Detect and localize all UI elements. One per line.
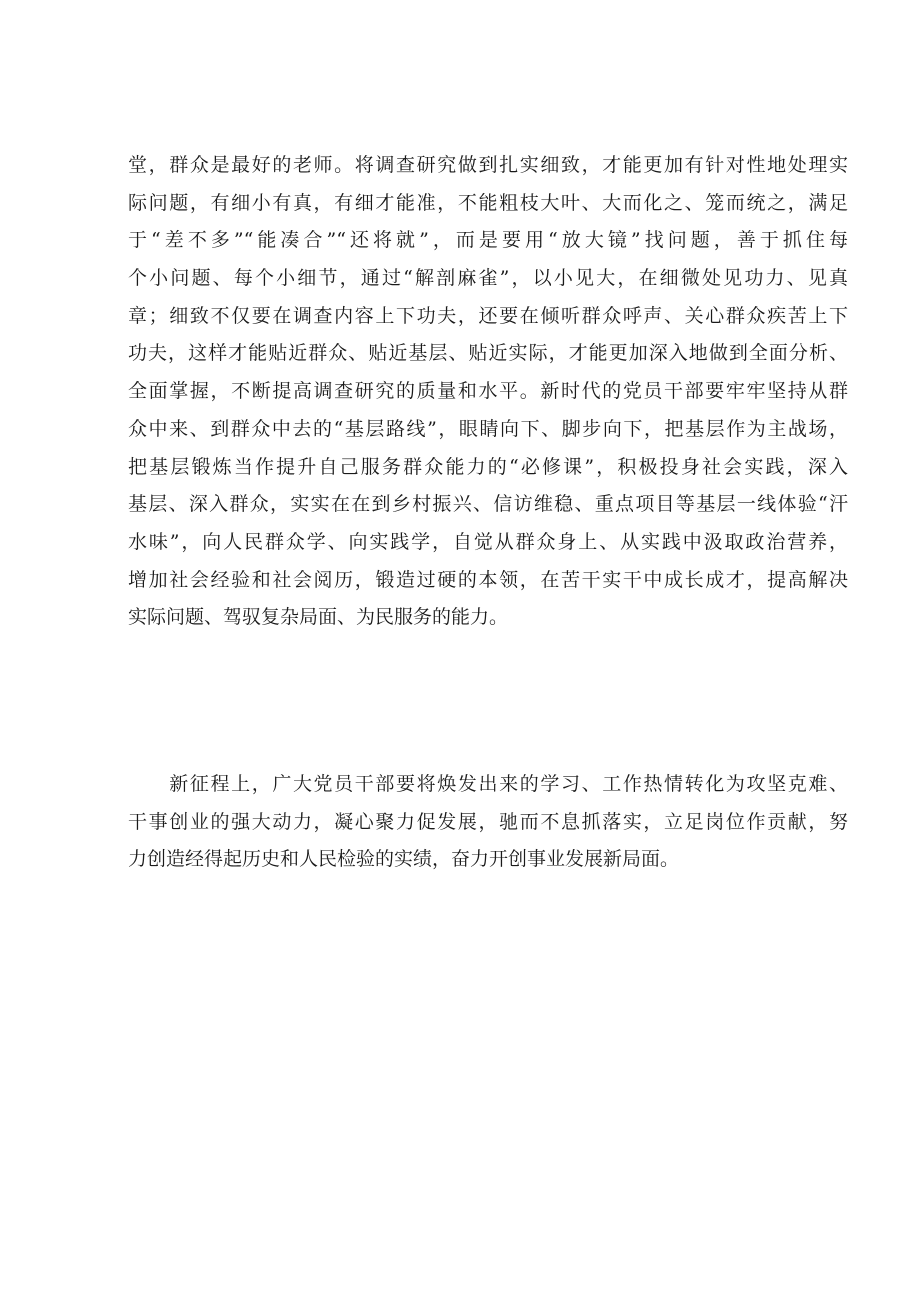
text-line-last: 实际问题、驾驭复杂局面、为民服务的能力。 [128, 606, 509, 629]
text-line: 堂，群众是最好的老师。将调查研究做到扎实细致，才能更加有针对性地处理实 [128, 154, 848, 176]
text-line: 干事创业的强大动力，凝心聚力促发展，驰而不息抓落实，立足岗位作贡献，努 [128, 810, 848, 833]
paragraph-1 [128, 147, 848, 637]
text-line: 增加社会经验和社会阅历，锻造过硬的本领，在苦干实干中成长成才，提高解决 [128, 568, 848, 591]
text-line: 个小问题、每个小细节，通过“解剖麻雀”，以小见大，在细微处见功力、见真 [128, 267, 848, 290]
text-line-last: 力创造经得起历史和人民检验的实绩，奋力开创事业发展新局面。 [128, 848, 680, 871]
text-line: 基层、深入群众，实实在在到乡村振兴、信访维稳、重点项目等基层一线体验“汗 [128, 493, 848, 516]
paragraph-2 [128, 766, 848, 879]
text-line: 于“差不多”“能凑合”“还将就”，而是要用“放大镜”找问题，善于抓住每 [128, 229, 848, 252]
text-line: 际问题，有细小有真，有细才能准，不能粗枝大叶、大而化之、笼而统之，满足 [128, 191, 848, 214]
text-line: 章；细致不仅要在调查内容上下功夫，还要在倾听群众呼声、关心群众疾苦上下 [128, 304, 848, 327]
text-line: 新征程上，广大党员干部要将焕发出来的学习、工作热情转化为攻坚克难、 [128, 773, 848, 795]
text-line: 功夫，这样才能贴近群众、贴近基层、贴近实际，才能更加深入地做到全面分析、 [128, 342, 848, 365]
text-line: 把基层锻炼当作提升自己服务群众能力的“必修课”，积极投身社会实践，深入 [128, 455, 848, 478]
text-line: 众中来、到群众中去的“基层路线”，眼睛向下、脚步向下，把基层作为主战场， [128, 417, 848, 440]
text-line: 全面掌握，不断提高调查研究的质量和水平。新时代的党员干部要牢牢坚持从群 [128, 380, 848, 403]
text-line: 水味”，向人民群众学、向实践学，自觉从群众身上、从实践中汲取政治营养， [128, 530, 848, 553]
